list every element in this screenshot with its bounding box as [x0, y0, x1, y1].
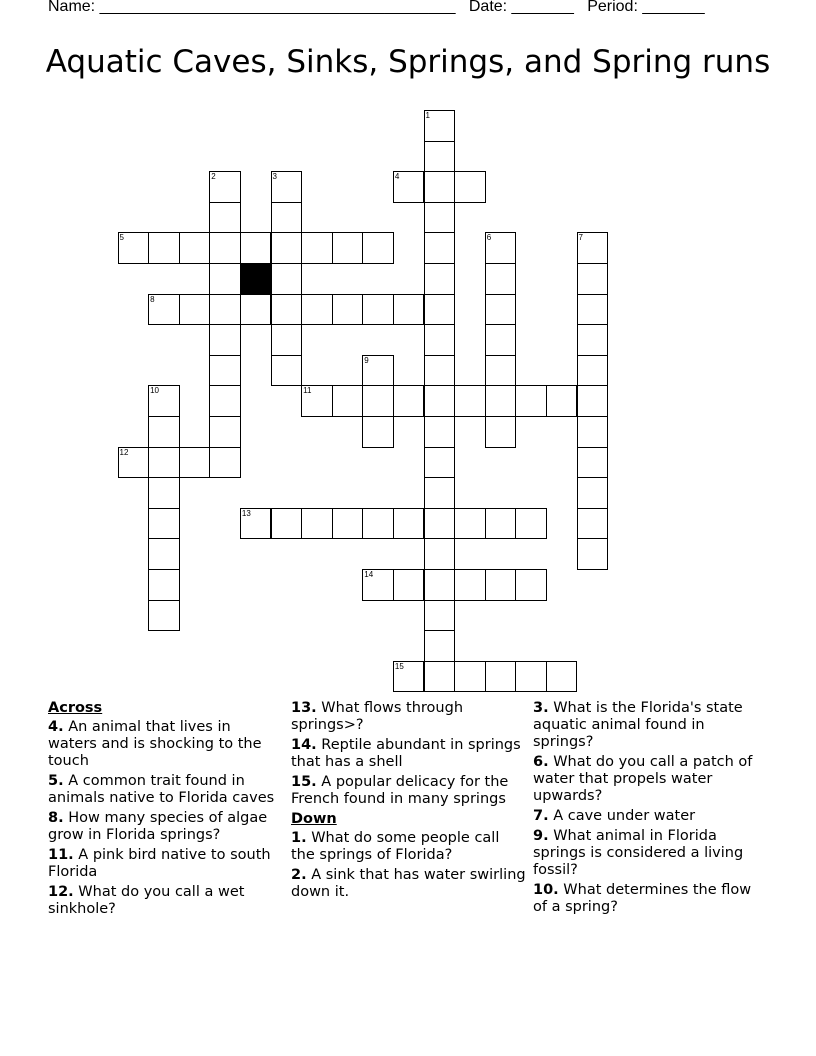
- clue-number: 6: [486, 233, 492, 243]
- grid-cell[interactable]: [148, 508, 180, 540]
- grid-cell[interactable]: [332, 294, 364, 326]
- grid-cell[interactable]: [118, 447, 150, 479]
- grid-cell[interactable]: [148, 538, 180, 570]
- grid-cell[interactable]: [424, 324, 456, 356]
- clue-number: 5: [119, 233, 124, 243]
- grid-cell[interactable]: [546, 661, 578, 693]
- grid-cell[interactable]: [454, 569, 486, 601]
- down-heading: Down: [291, 811, 337, 827]
- grid-cell[interactable]: [424, 477, 456, 509]
- grid-cell[interactable]: [362, 385, 394, 417]
- clue-across-14: 14. Reptile abundant in springs that has a shell: [291, 737, 521, 770]
- clue-across-4: 4. An animal that lives in waters and is shocking to the touch: [48, 719, 262, 769]
- grid-cell[interactable]: [332, 232, 364, 264]
- clue-down-10: 10. What determines the flow of a spring?: [533, 882, 752, 915]
- grid-cell[interactable]: [240, 232, 272, 264]
- grid-cell[interactable]: [179, 294, 211, 326]
- clue-across-8: 8. How many species of algae grow in Florida springs?: [48, 810, 268, 843]
- clue-across-13: 13. What flows through springs>?: [291, 700, 464, 733]
- grid-cell[interactable]: [577, 447, 609, 479]
- grid-cell[interactable]: [362, 355, 394, 387]
- clue-number: 12: [119, 447, 129, 457]
- grid-cell[interactable]: [577, 538, 609, 570]
- grid-cell[interactable]: [209, 263, 241, 295]
- grid-cell[interactable]: [515, 569, 547, 601]
- puzzle-title: Aquatic Caves, Sinks, Springs, and Spring runs: [45, 44, 771, 80]
- grid-cell[interactable]: [393, 171, 425, 203]
- grid-cell[interactable]: [393, 385, 425, 417]
- clues-column-2: [291, 700, 527, 904]
- grid-cell[interactable]: [118, 232, 150, 264]
- grid-cell[interactable]: [209, 294, 241, 326]
- grid-cell[interactable]: [362, 416, 394, 448]
- grid-cell[interactable]: [301, 385, 333, 417]
- grid-cell[interactable]: [424, 110, 456, 142]
- grid-cell[interactable]: [209, 355, 241, 387]
- clue-number: 13: [241, 508, 251, 518]
- grid-cell[interactable]: [393, 661, 425, 693]
- grid-cell[interactable]: [424, 416, 456, 448]
- grid-cell[interactable]: [577, 294, 609, 326]
- grid-cell[interactable]: [454, 661, 486, 693]
- clue-number: 11: [303, 386, 312, 396]
- grid-cell[interactable]: [577, 324, 609, 356]
- grid-cell[interactable]: [271, 202, 303, 234]
- grid-cell[interactable]: [485, 355, 517, 387]
- grid-cell[interactable]: [271, 232, 303, 264]
- grid-cell[interactable]: [271, 263, 303, 295]
- grid-cell[interactable]: [240, 294, 272, 326]
- clue-across-15: 15. A popular delicacy for the French found in many springs: [291, 774, 509, 807]
- grid-cell[interactable]: [271, 355, 303, 387]
- grid-cell[interactable]: [454, 171, 486, 203]
- clue-number: 1: [425, 111, 430, 120]
- grid-cell[interactable]: [424, 447, 456, 479]
- grid-cell[interactable]: [485, 232, 517, 264]
- grid-cell[interactable]: [332, 508, 364, 540]
- clue-number: 7: [578, 233, 583, 243]
- grid-cell[interactable]: [393, 508, 425, 540]
- clue-number: 4: [394, 172, 400, 182]
- grid-cell[interactable]: [485, 508, 517, 540]
- grid-cell[interactable]: [209, 232, 241, 264]
- grid-cell[interactable]: [424, 569, 456, 601]
- grid-cell[interactable]: [301, 294, 333, 326]
- grid-cell[interactable]: [179, 447, 211, 479]
- grid-cell[interactable]: [179, 232, 211, 264]
- grid-cell[interactable]: [424, 202, 456, 234]
- grid-cell[interactable]: [271, 294, 303, 326]
- grid-cell[interactable]: [271, 508, 303, 540]
- grid-cell[interactable]: [148, 385, 180, 417]
- grid-cell[interactable]: [424, 508, 456, 540]
- clue-down-9: 9. What animal in Florida springs is considered a living fossil?: [533, 828, 744, 878]
- grid-cell[interactable]: [577, 263, 609, 295]
- grid-cell[interactable]: [485, 661, 517, 693]
- grid-cell[interactable]: [515, 508, 547, 540]
- grid-cell[interactable]: [362, 232, 394, 264]
- clues-column-3: [533, 700, 769, 919]
- across-heading: Across: [48, 700, 103, 716]
- clue-down-2: 2. A sink that has water swirling down it.: [291, 867, 526, 900]
- clue-across-11: 11. A pink bird native to south Florida: [48, 847, 271, 880]
- grid-cell[interactable]: [546, 385, 578, 417]
- grid-cell[interactable]: [515, 661, 547, 693]
- grid-cell[interactable]: [454, 508, 486, 540]
- grid-cell[interactable]: [454, 385, 486, 417]
- grid-cell[interactable]: [148, 569, 180, 601]
- clue-number: 3: [272, 172, 277, 182]
- grid-cell[interactable]: [209, 447, 241, 479]
- grid-cell[interactable]: [148, 294, 180, 326]
- grid-cell[interactable]: [424, 141, 456, 173]
- grid-cell[interactable]: [301, 232, 333, 264]
- grid-cell[interactable]: [424, 385, 456, 417]
- grid-cell[interactable]: [148, 232, 180, 264]
- grid-cell[interactable]: [271, 171, 303, 203]
- grid-cell[interactable]: [148, 477, 180, 509]
- grid-cell[interactable]: [209, 416, 241, 448]
- grid-cell[interactable]: [362, 508, 394, 540]
- grid-cell[interactable]: [485, 294, 517, 326]
- clue-number: 15: [394, 661, 404, 671]
- clues-column-1: [48, 700, 284, 921]
- grid-cell[interactable]: [424, 630, 456, 662]
- grid-cell[interactable]: [148, 447, 180, 479]
- grid-cell[interactable]: [424, 661, 456, 693]
- grid-cell[interactable]: [362, 294, 394, 326]
- grid-cell[interactable]: [577, 416, 609, 448]
- grid-cell[interactable]: [424, 600, 456, 632]
- grid-cell[interactable]: [424, 263, 456, 295]
- grid-cell[interactable]: [393, 294, 425, 326]
- grid-cell[interactable]: [577, 355, 609, 387]
- grid-cell[interactable]: [301, 508, 333, 540]
- grid-cell[interactable]: [577, 477, 609, 509]
- grid-cell[interactable]: [271, 324, 303, 356]
- grid-cell[interactable]: [148, 600, 180, 632]
- grid-cell[interactable]: [485, 324, 517, 356]
- clue-number: 8: [150, 294, 155, 304]
- grid-cell[interactable]: [424, 538, 456, 570]
- clue-down-6: 6. What do you call a patch of water that propels water upwards?: [533, 754, 753, 804]
- clue-across-5: 5. A common trait found in animals native to Florida caves: [48, 773, 275, 806]
- grid-cell[interactable]: [485, 569, 517, 601]
- name-label: Name: ________________________________________: [48, 0, 456, 15]
- grid-cell[interactable]: [577, 232, 609, 264]
- grid-cell[interactable]: [209, 324, 241, 356]
- clue-down-7: 7. A cave under water: [533, 808, 696, 824]
- grid-cell[interactable]: [577, 508, 609, 540]
- clue-number: 9: [364, 355, 369, 365]
- date-label: Date: _______: [468, 0, 574, 15]
- grid-cell[interactable]: [209, 202, 241, 234]
- clue-down-3: 3. What is the Florida's state aquatic animal found in springs?: [533, 700, 743, 750]
- grid-cell[interactable]: [362, 569, 394, 601]
- grid-cell[interactable]: [240, 508, 272, 540]
- grid-cell[interactable]: [148, 416, 180, 448]
- grid-cell[interactable]: [332, 385, 364, 417]
- grid-cell[interactable]: [393, 569, 425, 601]
- grid-cell[interactable]: [485, 416, 517, 448]
- grid-cell[interactable]: [424, 171, 456, 203]
- period-label: Period: _______: [587, 0, 705, 15]
- grid-cell[interactable]: [515, 385, 547, 417]
- clue-down-1: 1. What do some people call the springs of Florida?: [291, 830, 500, 863]
- grid-cell[interactable]: [485, 263, 517, 295]
- grid-cell[interactable]: [424, 355, 456, 387]
- clue-number: 10: [150, 386, 159, 396]
- clue-across-12: 12. What do you call a wet sinkhole?: [48, 884, 245, 917]
- grid-cell[interactable]: [424, 294, 456, 326]
- grid-block: [240, 263, 272, 295]
- clue-number: 14: [364, 570, 374, 579]
- grid-cell[interactable]: [209, 171, 241, 203]
- clue-number: 2: [211, 172, 216, 182]
- grid-cell[interactable]: [209, 385, 241, 417]
- grid-cell[interactable]: [577, 385, 609, 417]
- grid-cell[interactable]: [424, 232, 456, 264]
- grid-cell[interactable]: [485, 385, 517, 417]
